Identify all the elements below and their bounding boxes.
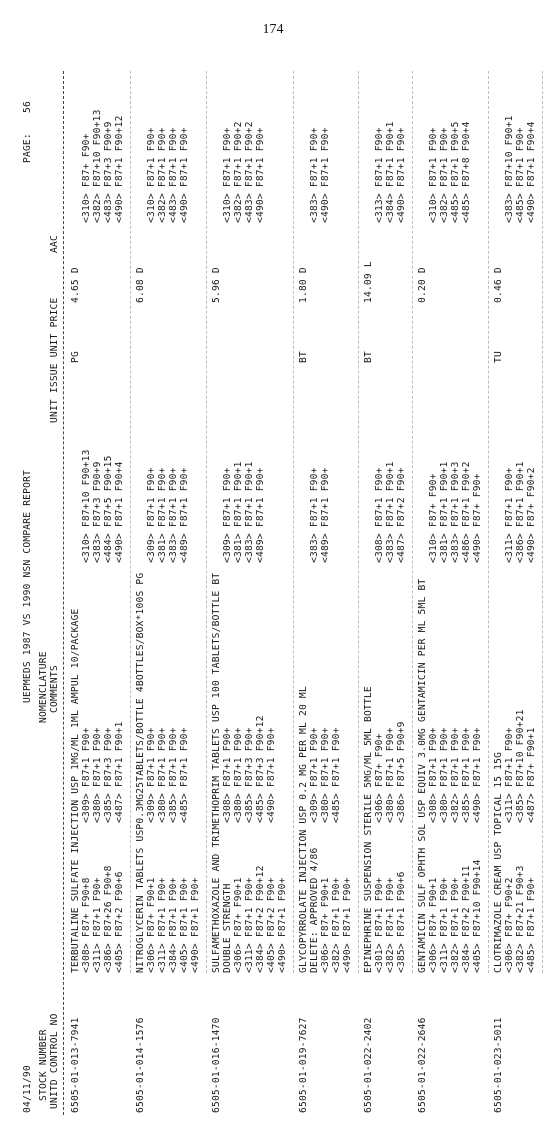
comment-entry: <489> F87+1 F90+	[320, 467, 331, 563]
comment-entry: <384> F87+1 F90+	[168, 877, 179, 973]
comment-entry: <382> F87+1 F90+	[331, 877, 342, 973]
comment-entry: <485> F87+1 F90+5	[450, 121, 461, 223]
comment-entry: <380> F87+1 F90+	[157, 727, 168, 823]
comment-entry: <490> F87+1 F90+	[255, 127, 266, 223]
unit-price: 14.09 L	[363, 261, 374, 303]
comment-entry: <381> F87+1 F90+1	[439, 461, 450, 563]
column-unit-issue-price: UNIT ISSUE UNIT PRICE	[49, 297, 60, 423]
column-aac: AAC	[49, 235, 60, 253]
unit-price: 0.46 D	[493, 267, 504, 303]
comment-entry: <309> F87+1 F90+	[146, 727, 157, 823]
comment-entry: <487> F87+ F90+1	[526, 727, 537, 823]
comment-entry: <380> F87+1 F90+	[439, 727, 450, 823]
column-comments: COMMENTS	[49, 665, 60, 713]
nomenclature: TERBUTALINE SULFATE INJECTION USP 1MG/ML 1ML AMPUL 10/PACKAGE	[70, 608, 81, 973]
comment-entry: <490> F87+ F90+	[472, 473, 483, 563]
nomenclature: NITROGLYCERIN TABLETS USP0.3MG25TABLETS/BOTTLE 4BOTTLES/BOX*100S PG	[135, 572, 146, 973]
column-stock-number: STOCK NUMBER	[38, 1029, 49, 1101]
comment-entry: <383> F87+10 F90+1	[504, 115, 515, 223]
column-unit-control: UNITD CONTROL NO	[49, 1013, 60, 1109]
comment-entry: <386> F87+1 F90+1	[515, 461, 526, 563]
comment-entry: <309> F87+1 F90+	[222, 467, 233, 563]
report-title: UEPMEDS 1987 VS 1990 NSN COMPARE REPORT	[22, 469, 33, 703]
comment-entry: <380> F87+1 F90+	[385, 727, 396, 823]
comment-entry: <490> F87+1 F90+	[472, 727, 483, 823]
comment-entry: <484> F87+5 F90+15	[103, 455, 114, 563]
comment-entry: <308> F87+1 F90+	[428, 727, 439, 823]
comment-entry: <487> F87+1 F90+1	[114, 721, 125, 823]
comment-entry: <310> F87+ F90+	[81, 133, 92, 223]
stock-number: 6505-01-016-1470	[211, 1017, 222, 1113]
comment-entry: <309> F87+1 F90+	[309, 727, 320, 823]
comment-entry: <383> F87+3 F90+9	[92, 461, 103, 563]
unit-issue: BT	[298, 351, 309, 363]
comment-entry: <306> F87+ F90+1	[428, 877, 439, 973]
comment-entry: <310> F87+10 F90+13	[81, 449, 92, 563]
comment-entry: <485> F87+3 F90+12	[255, 715, 266, 823]
row-divider	[130, 71, 131, 973]
comment-entry: DELETE: APPROVED 4/86	[309, 847, 320, 973]
comment-entry: <483> F87+1 F90+	[168, 127, 179, 223]
comment-entry: <313> F87+1 F90+	[374, 127, 385, 223]
unit-price: 1.80 D	[298, 267, 309, 303]
comment-entry: <382> F87+1 F90+	[157, 127, 168, 223]
comment-entry: <382> F87+1 F90+	[439, 127, 450, 223]
nomenclature: CLOTRIMAZOLE CREAM USP TOPICAL 15 15G	[493, 751, 504, 973]
comment-entry: <385> F87+3 F90+	[103, 727, 114, 823]
comment-entry: <311> F87+1 F90+	[244, 877, 255, 973]
comment-entry: <380> F87+1 F90+	[92, 727, 103, 823]
comment-entry: <489> F87+1 F90+	[255, 467, 266, 563]
comment-entry: <490> F87+1 F90+	[266, 727, 277, 823]
comment-entry: <311> F87+1 F90+	[439, 877, 450, 973]
comment-entry: <384> F87+2 F90+12	[255, 865, 266, 973]
comment-entry: <382> F87+10 F90+13	[92, 109, 103, 223]
row-divider	[542, 71, 543, 973]
comment-entry: <382> F87+1 F90+	[450, 877, 461, 973]
comment-entry: <490> F87+1 F90+	[342, 877, 353, 973]
comment-entry: <382> F87+1 F90+	[450, 727, 461, 823]
comment-entry: <385> F87+3 F90+	[244, 727, 255, 823]
unit-issue: TU	[493, 351, 504, 363]
column-nomenclature: NOMENCLATURE	[38, 651, 49, 723]
comment-entry: <383> F87+1 F90+1	[385, 461, 396, 563]
stock-number: 6505-01-022-2646	[417, 1017, 428, 1113]
comment-entry: <310> F87+1 F90+	[222, 127, 233, 223]
comment-entry: <309> F87+1 F90+	[146, 467, 157, 563]
comment-entry: <485> F87+1 F90+	[331, 727, 342, 823]
comment-entry: <385> F87+10 F90+21	[515, 709, 526, 823]
comment-entry: <490> F87+1 F90+	[179, 127, 190, 223]
report-page-label: PAGE:	[22, 133, 33, 163]
comment-entry: <405> F87+1 F90+	[179, 877, 190, 973]
nomenclature: EPINEPHRINE SUSPENSION STERILE 5MG/ML 5ML BOTTLE	[363, 686, 374, 973]
comment-entry: <490> F87+1 F90+	[190, 877, 201, 973]
comment-entry: <381> F87+1 F90+1	[233, 461, 244, 563]
comment-entry: <308> F87+ F90+8	[81, 877, 92, 973]
unit-issue: PG	[70, 351, 81, 363]
comment-entry: <384> F87+2 F90+11	[461, 865, 472, 973]
comment-entry: <386> F87+26 F90+8	[103, 865, 114, 973]
unit-price: 0.20 D	[417, 267, 428, 303]
unit-issue: BT	[363, 351, 374, 363]
comment-entry: <485> F87+1 F90+	[526, 877, 537, 973]
nomenclature: SULFAMETHOXAZOLE AND TRIMETHOPRIM TABLETS USP 100 TABLETS/BOTTLE BT	[211, 572, 222, 973]
row-divider	[206, 71, 207, 973]
comment-entry: <381> F87+1 F90+	[157, 467, 168, 563]
comment-entry: <485> F87+8 F90+4	[461, 121, 472, 223]
row-divider	[293, 71, 294, 973]
comment-entry: <489> F87+1 F90+	[179, 467, 190, 563]
comment-entry: <380> F87+1 F90+	[233, 727, 244, 823]
comment-entry: <383> F87+1 F90+	[168, 467, 179, 563]
comment-entry: <311> F87+1 F90+	[504, 467, 515, 563]
stock-number: 6505-01-014-1576	[135, 1017, 146, 1113]
comment-entry: DOUBLE STRENGTH	[222, 883, 233, 973]
unit-price: 4.65 D	[70, 267, 81, 303]
comment-entry: <383> F87+1 F90+1	[244, 461, 255, 563]
comment-entry: <311> F87+1 F90+	[157, 877, 168, 973]
comment-entry: <490> F87+1 F90+	[396, 127, 407, 223]
comment-entry: <385> F87+1 F90+6	[396, 871, 407, 973]
comment-entry: <382> F87+1 F90+2	[233, 121, 244, 223]
nomenclature: GLYCOPYRROLATE INJECTION USP 0.2 MG PER ML 20 ML	[298, 686, 309, 973]
stock-number: 6505-01-019-7627	[298, 1017, 309, 1113]
comment-entry: <310> F87+1 F90+	[428, 127, 439, 223]
comment-entry: <311> F87+1 F90+	[92, 877, 103, 973]
row-divider	[358, 71, 359, 973]
comment-entry: <487> F87+2 F90+	[396, 467, 407, 563]
comment-entry: <311> F87+1 F90+	[504, 727, 515, 823]
stock-number: 6505-01-023-5011	[493, 1017, 504, 1113]
row-divider	[412, 71, 413, 973]
header-divider	[63, 71, 64, 1115]
comment-entry: <386> F87+5 F90+9	[396, 721, 407, 823]
nomenclature: GENTAMICIN SULF OPHTH SOL USP EQUIV 3.0MG GENTAMICIN PER ML 5ML BT	[417, 578, 428, 973]
comment-entry: <306> F87+ F90+1	[146, 877, 157, 973]
comment-entry: <490> F87+1 F90+4	[526, 121, 537, 223]
comment-entry: <380> F87+1 F90+	[320, 727, 331, 823]
row-divider	[488, 71, 489, 973]
comment-entry: <485> F87+1 F90+	[179, 727, 190, 823]
comment-entry: <308> F87+1 F90+	[374, 467, 385, 563]
comment-entry: <382> F87+1 F90+	[385, 877, 396, 973]
comment-entry: <383> F87+1 F90+	[309, 467, 320, 563]
comment-entry: <306> F87+ F90+1	[233, 877, 244, 973]
comment-entry: <306> F87+ F90+1	[320, 877, 331, 973]
comment-entry: <490> F87+1 F90+4	[114, 461, 125, 563]
comment-entry: <485> F87+1 F90+	[515, 127, 526, 223]
stock-number: 6505-01-022-2402	[363, 1017, 374, 1113]
comment-entry: <383> F87+1 F90+3	[450, 461, 461, 563]
comment-entry: <405> F87+2 F90+6	[114, 871, 125, 973]
comment-entry: <310> F87+1 F90+	[146, 127, 157, 223]
comment-entry: <310> F87+ F90+	[428, 473, 439, 563]
comment-entry: <490> F87+1 F90+12	[114, 115, 125, 223]
comment-entry: <405> F87+2 F90+	[266, 877, 277, 973]
comment-entry: <306> F87+ F90+2	[504, 877, 515, 973]
comment-entry: <308> F87+1 F90+	[222, 727, 233, 823]
comment-entry: <383> F87+1 F90+	[309, 127, 320, 223]
comment-entry: <309> F87+1 F90+	[81, 727, 92, 823]
unit-price: 6.08 D	[135, 267, 146, 303]
comment-entry: <382> F87+21 F90+3	[515, 865, 526, 973]
comment-entry: <490> F87+1 F90+	[320, 127, 331, 223]
unit-price: 5.96 D	[211, 267, 222, 303]
comment-entry: <483> F87+1 F90+2	[244, 121, 255, 223]
comment-entry: <306> F87+ F90+	[374, 733, 385, 823]
report-date: 04/11/90	[22, 1065, 33, 1113]
comment-entry: <486> F87+1 F90+2	[461, 461, 472, 563]
comment-entry: <385> F87+1 F90+	[168, 727, 179, 823]
comment-entry: <490> F87+1 F90+	[277, 877, 288, 973]
comment-entry: <483> F87+3 F90+9	[103, 121, 114, 223]
comment-entry: <384> F87+1 F90+1	[385, 121, 396, 223]
page-number: 174	[262, 22, 284, 37]
comment-entry: <301> F87+1 F90+	[374, 877, 385, 973]
report-page-value: 56	[22, 101, 33, 113]
comment-entry: <490> F87+ F90+2	[526, 467, 537, 563]
stock-number: 6505-01-013-7941	[70, 1017, 81, 1113]
rotated-report-table	[16, 63, 536, 1123]
comment-entry: <385> F87+1 F90+	[461, 727, 472, 823]
comment-entry: <405> F87+10 F90+14	[472, 859, 483, 973]
